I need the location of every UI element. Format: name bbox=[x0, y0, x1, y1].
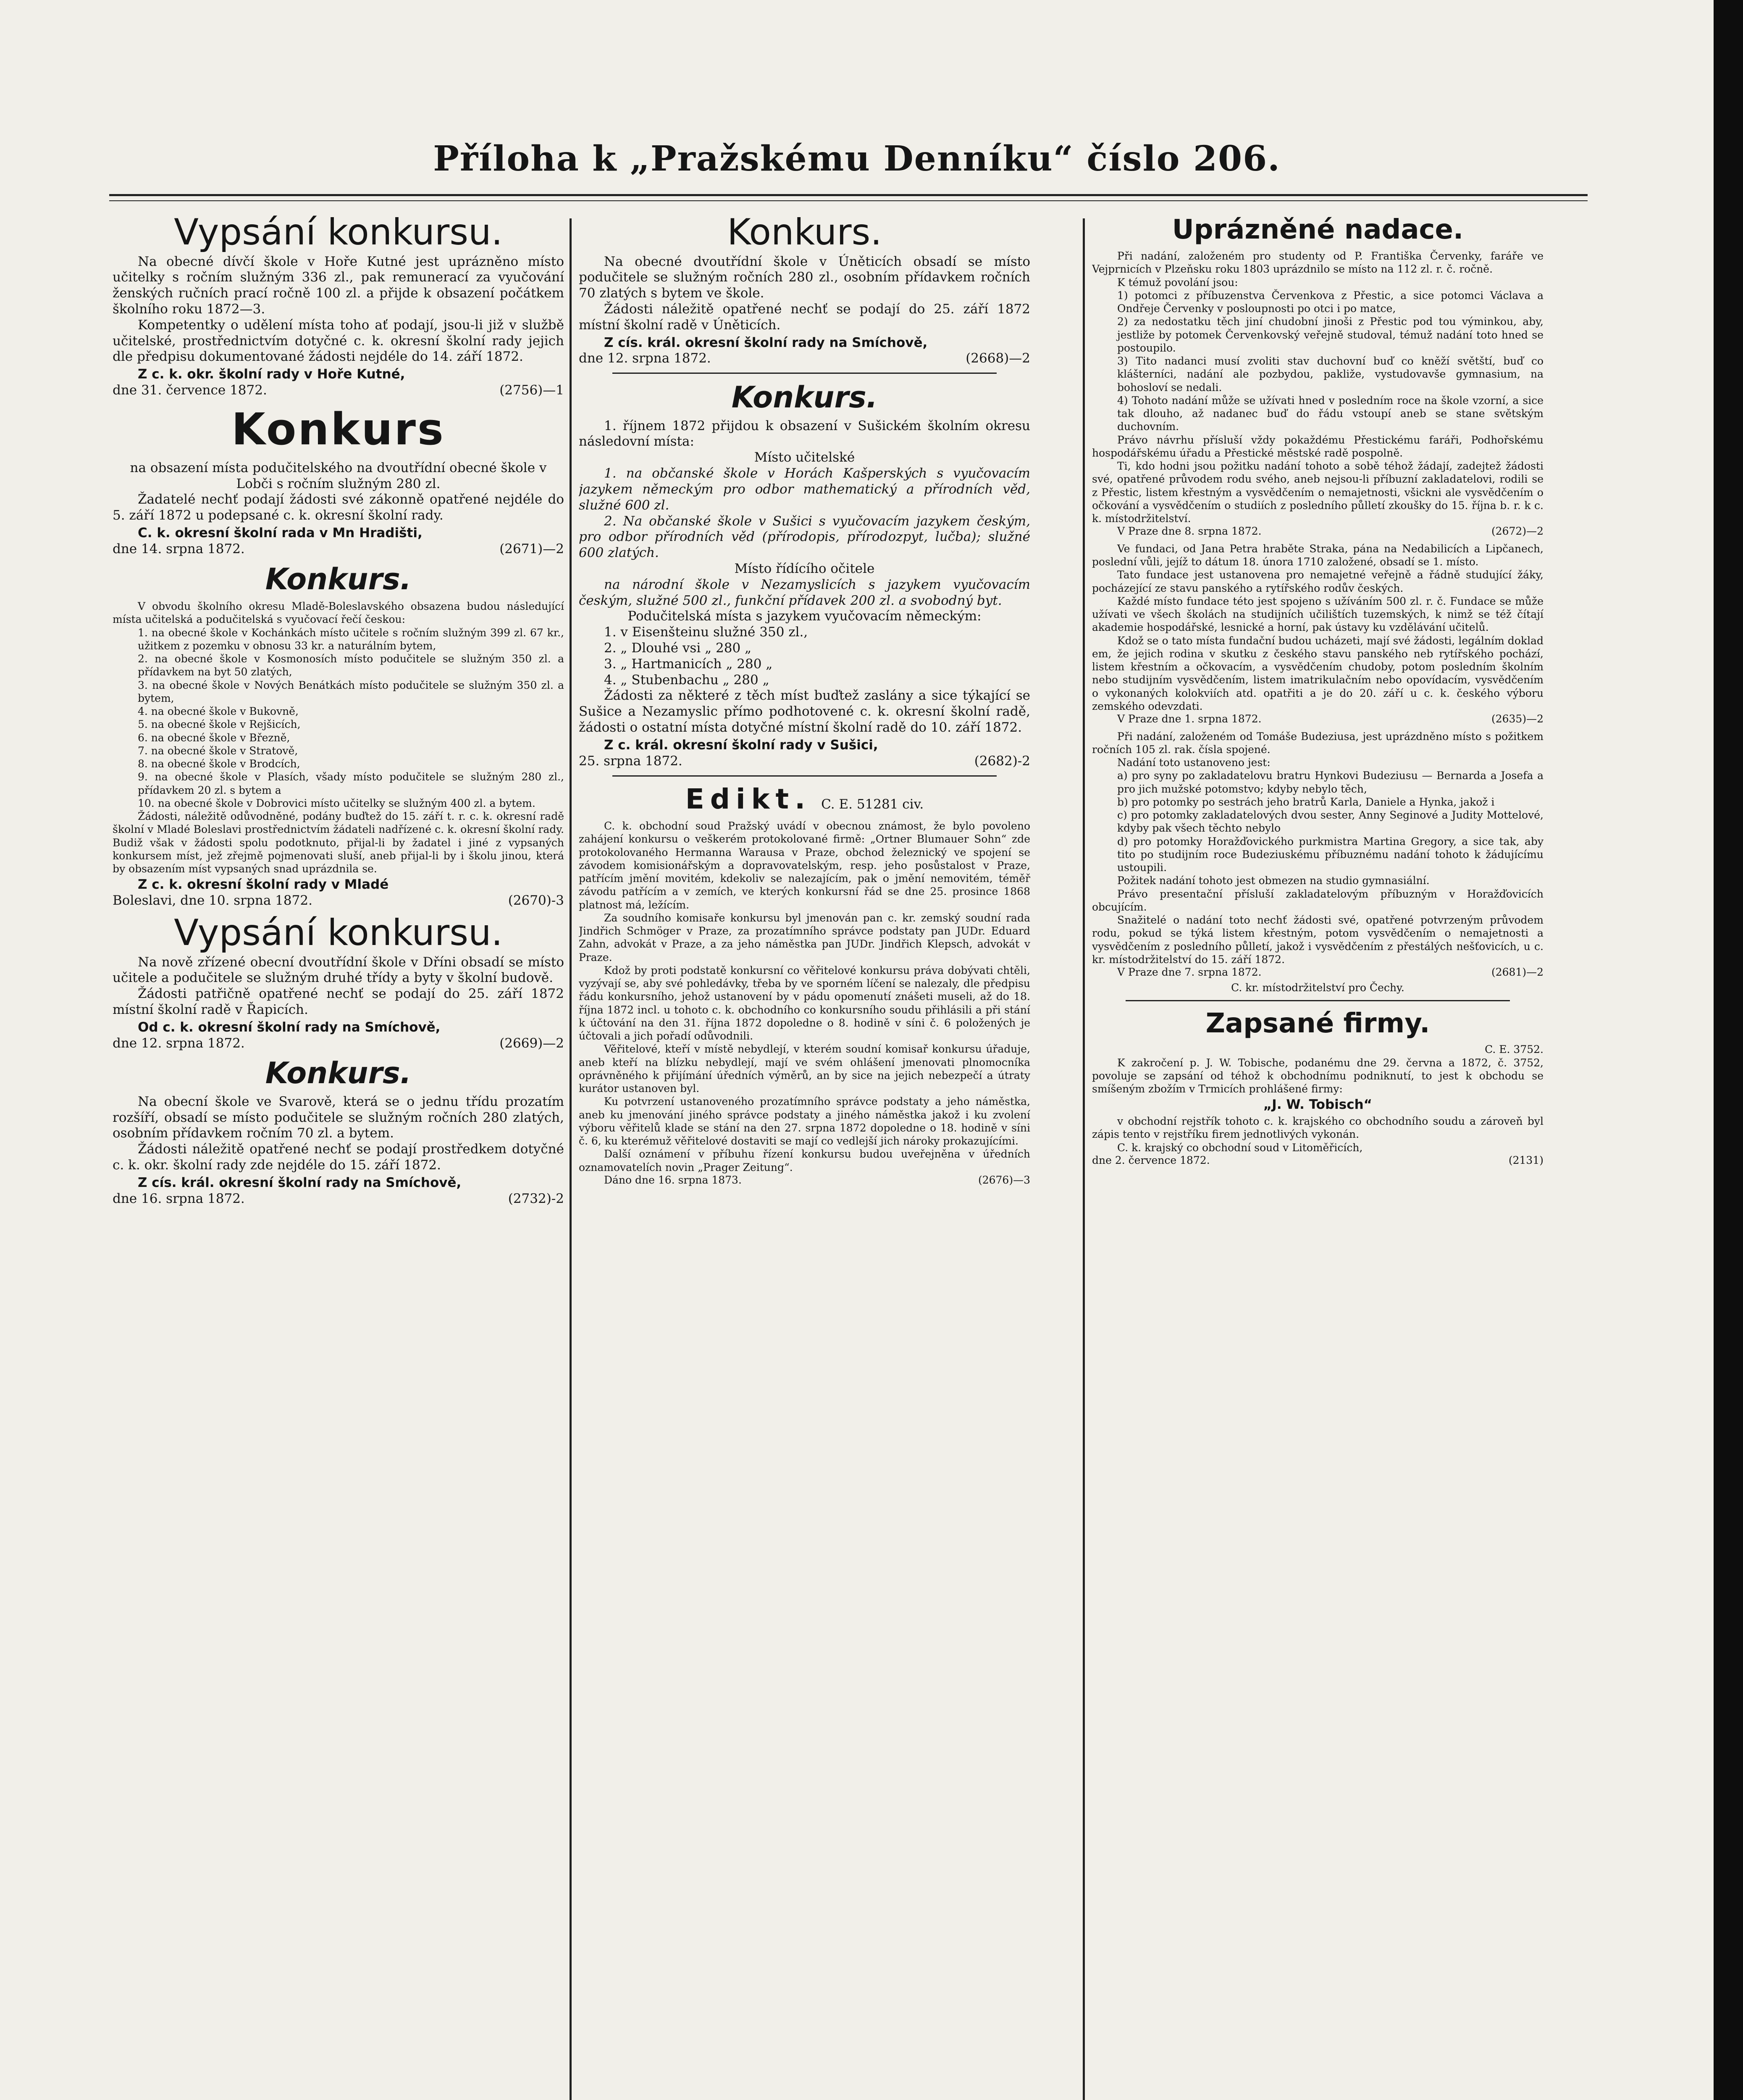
notice-date: V Praze dne 7. srpna 1872. bbox=[1117, 966, 1262, 979]
list-item: 4. „ Stubenbachu „ 280 „ bbox=[604, 672, 769, 688]
notice-ref: (2669)—2 bbox=[499, 1035, 564, 1051]
notice-vypsani-kutna-hora bbox=[113, 213, 564, 399]
notice-text: Na obecné dvoutřídní škole v Úněticích obsadí se místo podučitele se služným ročních 280 zl., osobním přídavkem ročních 70 zlatých s bytem ve škole. bbox=[579, 254, 1030, 301]
page-edge-shadow bbox=[1714, 0, 1743, 2100]
notice-number: C. E. 51281 civ. bbox=[821, 796, 924, 812]
notice-ref: (2681)—2 bbox=[1491, 966, 1544, 979]
list-item: 1. na obecné škole v Kochánkách místo učitele s ročním služným 399 zl. 67 kr., užitkem z pozemku v obnosu 33 kr. a naturálním bytem, bbox=[138, 626, 564, 652]
column-2 bbox=[579, 210, 1030, 2100]
notice-ref: (2682)-2 bbox=[974, 753, 1030, 769]
notice-signature: Z c. král. okresní školní rady v Sušici, bbox=[604, 737, 878, 753]
notice-konkurs-mlada-boleslav bbox=[113, 562, 564, 909]
notice-konkurs-svarov bbox=[113, 1055, 564, 1207]
notice-text: Při nadání, založeném od Tomáše Budeziusa, jest uprázdněno místo s požitkem ročních 105 zl. rak. čísla spojené. bbox=[1092, 730, 1544, 756]
list-item: 10. na obecné škole v Dobrovici místo učitelky se služným 400 zl. a bytem. bbox=[138, 797, 536, 809]
list-item: 8. na obecné škole v Brodcích, bbox=[138, 758, 300, 770]
notice-text: Kompetentky o udělení místa toho ať podají, jsou-li již v službě učitelské, prostřednictvím dotyčné c. k. okresní školní rady jejich dle předpisu dokumentované žádosti nejdéle do 14. září 1872. bbox=[113, 317, 564, 365]
list-item: 4) Tohoto nadání může se užívati hned v posledním roce na škole vzorní, a sice tak dlouho, až nadanec buď do řádu vstoupí aneb se stane světským duchovním. bbox=[1117, 394, 1544, 433]
notice-text: Právo návrhu přísluší vždy pokaždému Přestickému faráři, Podhořskému hospodářskému úřadu a Přestické městské radě pospolně. bbox=[1092, 433, 1544, 459]
notice-edikt bbox=[579, 782, 1030, 1187]
notice-ref: (2635)—2 bbox=[1491, 713, 1544, 725]
notice-signature: Z cís. král. okresní školní rady na Smíchově, bbox=[604, 335, 928, 350]
list-item: a) pro syny po zakladatelovu bratru Hynkovi Budeziusu — Bernarda a Josefa a pro jich mužské potomstvo; kdyby nebylo těch, bbox=[1117, 769, 1544, 795]
notice-text: Žádosti náležitě opatřené nechť se podají do 25. září 1872 místní školní radě v Úněticích. bbox=[579, 302, 1030, 333]
notice-zapsane-firmy bbox=[1092, 1007, 1544, 1167]
list-item: 3) Tito nadanci musí zvoliti stav duchovní buď co kněží světští, buď co klášterníci, nadání ale pozbydou, pakliže, vystudovavše gymnasium, na bohosloví se nedali. bbox=[1117, 355, 1544, 394]
notice-text: Na obecní škole ve Svarově, která se o jednu třídu prozatím rozšíří, obsadí se místo podučitele se služným ročních 280 zlatých, osobním přídavkem ročním 70 zl. a bytem. bbox=[113, 1094, 564, 1141]
notice-date: Dáno dne 16. srpna 1873. bbox=[604, 1173, 742, 1186]
notice-text: Tato fundace jest ustanovena pro nemajetné veřejně a řádně studující žáky, pocházející ze stavu panského a rytířského rodův českých. bbox=[1092, 569, 1544, 594]
notice-konkurs-lobec bbox=[113, 403, 564, 557]
list-item: 3. „ Hartmanicích „ 280 „ bbox=[604, 656, 773, 672]
notice-text: C. k. krajský co obchodní soud v Litoměřicích, bbox=[1117, 1141, 1363, 1154]
notice-date: dne 14. srpna 1872. bbox=[113, 541, 245, 556]
notice-heading: Konkurs. bbox=[265, 562, 412, 596]
notice-fundace-straka bbox=[1092, 542, 1544, 726]
list-item: 2) za nedostatku těch jiní chudobní jinoši z Přestic pod tou výminkou, aby, jestliže by potomek Červenkovský veřejně studoval, témuž nadání toto hned se postoupilo. bbox=[1117, 315, 1544, 354]
notice-ref: (2676)—3 bbox=[978, 1173, 1030, 1186]
notice-signature: Z c. k. okr. školní rady v Hoře Kutné, bbox=[138, 367, 405, 382]
column-1 bbox=[113, 210, 564, 2100]
list-item: 3. na obecné škole v Nových Benátkách místo podučitele se služným 350 zl. a bytem, bbox=[138, 679, 564, 704]
notice-text: na národní škole v Nezamyslicích s jazykem vyučovacím českým, služné 500 zl., funkční přídavek 200 zl. a svobodný byt. bbox=[579, 577, 1030, 608]
list-item: 1) potomci z příbuzenstva Červenkova z Přestic, a sice potomci Václava a Ondřeje Červenky v posloupnosti po otci i po matce, bbox=[1117, 289, 1544, 315]
notice-text: Ti, kdo hodni jsou požitku nadání tohoto a sobě téhož žádají, zadejtež žádosti své, opatřené průvodem rodu svého, aneb nejsou-li příbuzní zakladatelovi, rodili se z Přestic, listem křestným a vysvědčením o nemajetnosti, všickni ale vysvědčením o očkování a vysvědčením o studiích z posledního půlletí zkoušky do 15. října b. r. k c. k. místodržitelství. bbox=[1092, 460, 1544, 525]
notice-text: Při nadání, založeném pro studenty od P. Františka Červenky, faráře ve Vejprnicích v Plzeňsku roku 1803 uprázdnilo se místo na 112 zl. r. č. ročně. bbox=[1092, 250, 1544, 276]
notice-vypsani-drin bbox=[113, 913, 564, 1051]
notice-signature: Z cís. král. okresní školní rady na Smíchově, bbox=[138, 1175, 462, 1190]
notice-text: K zakročení p. J. W. Tobische, podanému dne 29. června a 1872, č. 3752, povoluje se zapsání od téhož k obchodnímu podniknutí, to jest k obchodu se smíšeným zbožím v Trmicích prohlášené firmy: bbox=[1092, 1056, 1544, 1095]
notice-text: Žádosti, náležitě odůvodněné, podány buďtež do 15. září t. r. c. k. okresní radě školní v Mladé Boleslavi prostřednictvím žádateli nadřízené c. k. okresní školní rady. Budiž však v žádosti spolu podotknuto, přijal-li by žadatel i jiné z vypsaných konkursem míst, jež zřejmě pojmenovati sluší, aneb přijal-li by i školu jinou, která by obsazením míst vypsaných snad uprázdnila se. bbox=[113, 810, 564, 875]
list-item: c) pro potomky zakladatelových dvou sester, Anny Seginové a Judity Mottelové, kdyby pak všech těchto nebylo bbox=[1117, 809, 1544, 835]
notice-ref: (2671)—2 bbox=[499, 541, 564, 556]
notice-text: Snažitelé o nadání toto nechť žádosti své, opatřené potvrzeným průvodem rodu, pokud se týká listem křestným, potom vysvědčením o nemajetnosti a vysvědčením z posledního půlletí, jakož i vysvědčením z přestálých nešťovicích, u c. kr. místodržitelství do 15. září 1872. bbox=[1092, 914, 1544, 966]
separator-rule bbox=[612, 775, 997, 777]
notice-text: 2. Na občanské škole v Sušici s vyučovacím jazykem českým, pro odbor přírodních věd (přírodopis, přírodozpyt, lučba); služné 600 zlatých. bbox=[579, 513, 1030, 561]
notice-ref: (2670)-3 bbox=[508, 893, 564, 908]
separator-rule bbox=[1126, 1000, 1510, 1001]
notice-ref: (2732)-2 bbox=[508, 1191, 564, 1206]
notice-konkurs-unetice bbox=[579, 213, 1030, 367]
column-divider-1 bbox=[570, 218, 572, 2100]
notice-date: 25. srpna 1872. bbox=[579, 753, 682, 769]
list-item: b) pro potomky po sestrách jeho bratrů Karla, Daniele a Hynka, jakož i bbox=[1117, 795, 1495, 808]
notice-konkurs-susice bbox=[579, 380, 1030, 769]
notice-heading: Konkurs. bbox=[731, 380, 878, 415]
notice-nadace-cervenka bbox=[1092, 213, 1544, 538]
masthead-title: Příloha k „Pražskému Denníku“ číslo 206. bbox=[433, 139, 1281, 179]
notice-text: Žádosti patřičně opatřené nechť se podají do 25. září 1872 místní školní radě v Řapicích. bbox=[113, 986, 564, 1017]
list-item: d) pro potomky Horažďovického purkmistra Martina Gregory, a sice tak, aby tito po studijním roce Budeziuskému příbuznému nadání tohoto k žádujícímu ustoupili. bbox=[1117, 835, 1544, 874]
notice-number: C. E. 3752. bbox=[1485, 1043, 1544, 1056]
notice-date: dne 12. srpna 1872. bbox=[113, 1035, 245, 1051]
notice-subheading: Místo řídícího očitele bbox=[734, 561, 875, 576]
notice-date: Boleslavi, dne 10. srpna 1872. bbox=[113, 893, 312, 908]
notice-text: 1. říjnem 1872 přijdou k obsazení v Sušickém školním okresu následovní místa: bbox=[579, 418, 1030, 449]
notice-text: na obsazení místa podučitelského na dvoutřídní obecné škole v Lobči s ročním služným 280 zl. bbox=[130, 460, 547, 491]
notice-heading: Konkurs bbox=[231, 403, 445, 455]
notice-heading: Konkurs. bbox=[727, 211, 882, 253]
notice-text: Ku potvrzení ustanoveného prozatímního správce podstaty a jeho náměstka, aneb ku jmenování jiného správce podstaty a jiného náměstka jakož i ku zvolení výboru věřitelů klade se stání na den 27. srpna 1872 dopoledne o 18. hodině v síni č. 6, ku kterémuž věřitelové dostaviti se mají co vedlejší jich nároky prokazujícími. bbox=[579, 1095, 1030, 1147]
list-item: 4. na obecné škole v Bukovně, bbox=[138, 705, 299, 718]
notice-text: Právo presentační přísluší zakladatelovým příbuzným v Horažďovicích obcujícím. bbox=[1092, 887, 1544, 913]
notice-text: Ve fundaci, od Jana Petra hraběte Straka, pána na Nedabilicích a Lipčanech, poslední vůli, jejíž to dátum 18. února 1710 založené, obsadí se 1. místo. bbox=[1092, 542, 1544, 568]
notice-signature: C. k. okresní školní rada v Mn Hradišti, bbox=[138, 525, 423, 541]
notice-text: Další oznámení v příbuhu řízení konkursu budou uveřejněna v úředních oznamovatelích novin „Prager Zeitung“. bbox=[579, 1148, 1030, 1173]
notice-text: V obvodu školního okresu Mladě-Boleslavského obsazena budou následující místa učitelská a podučitelská s vyučovací řečí českou: bbox=[113, 600, 564, 626]
notice-text: Žádosti za některé z těch míst buďtež zaslány a sice týkající se Sušice a Nezamyslic přímo podhotovené c. k. okresní školní radě, žádosti o ostatní místa dotyčné místní školní radě do 10. září 1872. bbox=[579, 688, 1030, 735]
notice-date: dne 16. srpna 1872. bbox=[113, 1191, 245, 1206]
list-item: 9. na obecné škole v Plasích, všady místo podučitele se služným 280 zl., přídavkem 20 zl. s bytem a bbox=[138, 771, 564, 796]
notice-text: Žádosti náležitě opatřené nechť se podají prostředkem dotyčné c. k. okr. školní rady zde nejdéle do 15. září 1872. bbox=[113, 1142, 564, 1173]
notice-text: C. k. obchodní soud Pražský uvádí v obecnou známost, že bylo povoleno zahájení konkursu o veškerém protokolované firmě: „Ortner Blumauer Sohn“ zde protokolovaného Hermanna Warausa v Praze, obchod železnický ve spojení se závodem komisionářským a dopravovatelským, resp. jeho posůstalost v Praze, patřícím jmění movitém, kdekoliv se nalezajícím, pak o jmění nemovitém, téměř závodu patřícím a v zemích, ve kterých konkursní řád se dne 25. prosince 1868 platnost má, ležícím. bbox=[579, 820, 1030, 911]
list-item: 5. na obecné škole v Rejšicích, bbox=[138, 718, 301, 731]
notice-text: Požitek nadání tohoto jest obmezen na studio gymnasiální. bbox=[1117, 874, 1430, 887]
notice-signature: Z c. k. okresní školní rady v Mladé bbox=[138, 877, 389, 892]
column-3 bbox=[1092, 210, 1544, 2100]
notice-text: Nadání toto ustanoveno jest: bbox=[1117, 756, 1270, 769]
notice-subheading: Místo učitelské bbox=[754, 450, 855, 465]
notice-date: dne 31. července 1872. bbox=[113, 383, 267, 398]
notice-date: dne 2. července 1872. bbox=[1092, 1154, 1210, 1166]
notice-text: Na obecné dívčí škole v Hoře Kutné jest uprázněno místo učitelky s ročním služným 336 zl., pak remunerací za vyučování ženských ručních prací ročně 100 zl. a přijde k obsazení počátkem školního roku 1872—3. bbox=[113, 254, 564, 317]
separator-rule bbox=[612, 373, 997, 374]
list-item: 1. v Eisenšteinu služné 350 zl., bbox=[604, 625, 808, 640]
notice-ref: (2672)—2 bbox=[1491, 525, 1544, 538]
notice-text: Za soudního komisaře konkursu byl jmenován pan c. kr. zemský soudní rada Jindřich Schmöger v Praze, za prozatímního správce podstaty pan JUDr. Eduard Zahn, advokát v Praze, a za jeho náměstka pan JUDr. Jindřich Klepsch, advokát v Praze. bbox=[579, 911, 1030, 963]
notice-text: K témuž povolání jsou: bbox=[1117, 276, 1238, 289]
notice-heading: Konkurs. bbox=[265, 1056, 412, 1091]
notice-subheading: Podučitelská místa s jazykem vyučovacím německým: bbox=[627, 609, 982, 624]
notice-heading: Edikt. bbox=[685, 782, 811, 815]
notice-text: Věřitelové, kteří v místě nebydlejí, v kterém soudní komisař konkursu úřaduje, aneb kteří na blízku nebydlejí, mají ve svém ohlášení jmenovati plnomocníka oprávněného k přijímání úředních výměrů, an by sice na jejich nebezpečí a útraty kurátor ustanoven byl. bbox=[579, 1043, 1030, 1095]
notice-text: v obchodní rejstřík tohoto c. k. krajského co obchodního soudu a zároveň byl zápis tento v rejstříku firem jednotlivých vykonán. bbox=[1092, 1115, 1544, 1141]
notice-ref: (2668)—2 bbox=[966, 351, 1030, 366]
notice-heading: Vypsání konkursu. bbox=[174, 911, 503, 954]
notice-heading: Zapsané firmy. bbox=[1205, 1008, 1430, 1040]
notice-date: dne 12. srpna 1872. bbox=[579, 351, 711, 366]
column-divider-2 bbox=[1083, 218, 1085, 2100]
list-item: 6. na obecné škole v Březně, bbox=[138, 731, 290, 744]
masthead-rule bbox=[109, 194, 1588, 201]
notice-text: Každé místo fundace této jest spojeno s užíváním 500 zl. r. č. Fundace se může užívati ve všech školách na studijních učilištích tuzemských, k nimž se též čítají akademie hospodářské, lesnické a horní, pak ústavy ku vzdělávání učitelů. bbox=[1092, 595, 1544, 634]
notice-date: V Praze dne 1. srpna 1872. bbox=[1117, 713, 1262, 725]
notice-heading: Vypsání konkursu. bbox=[174, 211, 503, 253]
notice-text: Kdož se o tato místa fundační budou ucházeti, mají své žádosti, legálním doklad em, že jejich rodina v skutku z českého stavu panského neb rytířského pochází, listem křestním a očkovacím, a vysvědčením chudoby, potom posledním školním nebo studijním vysvědčením, listem imatrikulačním nebo opovídacím, vysvědčením o vykonaných kolokviích atd. opatřiti a je do 20. září u c. k. českého výboru zemského odevzdati. bbox=[1092, 634, 1544, 712]
list-item: 2. na obecné škole v Kosmonosích místo podučitele se služným 350 zl. a přídavkem na byt 50 zlatých, bbox=[138, 653, 564, 678]
notice-ref: (2131) bbox=[1508, 1154, 1544, 1166]
notice-nadani-budezius bbox=[1092, 730, 1544, 995]
notice-signature: C. kr. místodržitelství pro Čechy. bbox=[1231, 981, 1404, 994]
notice-signature: Od c. k. okresní školní rady na Smíchově, bbox=[138, 1019, 441, 1035]
notice-text: Žadatelé nechť podají žádosti své zákonně opatřené nejdéle do 5. září 1872 u podepsané c. k. okresní školní rady. bbox=[113, 492, 564, 523]
notice-text: Na nově zřízené obecní dvoutřídní škole v Dříni obsadí se místo učitele a podučitele se služným druhé třídy a byty v školní budově. bbox=[113, 954, 564, 986]
notice-date: V Praze dne 8. srpna 1872. bbox=[1117, 525, 1262, 538]
list-item: 2. „ Dlouhé vsi „ 280 „ bbox=[604, 640, 752, 656]
notice-ref: (2756)—1 bbox=[499, 383, 564, 398]
firm-name: „J. W. Tobisch“ bbox=[1263, 1097, 1373, 1113]
notice-text: 1. na občanské škole v Horách Kašperských s vyučovacím jazykem německým pro odbor mathematický a přírodních věd, služné 600 zl. bbox=[579, 466, 1030, 513]
notice-text: Kdož by proti podstatě konkursní co věřitelové konkursu práva dobývati chtěli, vyzývají se, aby své pohledávky, třeba by ve sporném líčení se nalezaly, dle předpisu řádu konkursního, jehož ustanovení by v pádu opomenutí znášeti museli, až do 18. října 1872 incl. u tohoto c. k. obchodního co konkursního soudu přihlásili a při stání k účtování na den 31. října 1872 dopoledne o 8. hodině v síni č. 6 položených je účtovali a jich pořadí odůvodnili. bbox=[579, 964, 1030, 1042]
notice-heading: Uprázněné nadace. bbox=[1172, 214, 1464, 245]
list-item: 7. na obecné škole v Stratově, bbox=[138, 744, 298, 757]
